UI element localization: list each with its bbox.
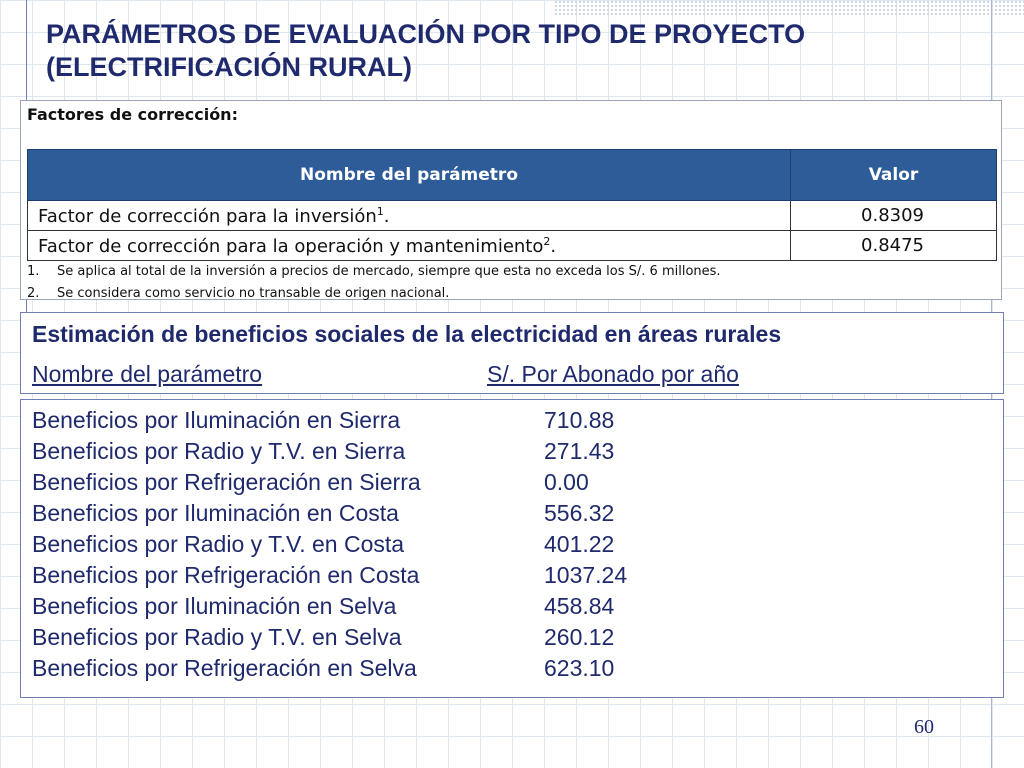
benefit-value: 458.84 bbox=[544, 593, 615, 619]
column-header-value: Valor bbox=[791, 150, 997, 201]
slide-title-line2: (ELECTRIFICACIÓN RURAL) bbox=[46, 52, 412, 82]
slide-title-line1: PARÁMETROS DE EVALUACIÓN POR TIPO DE PROYECTO bbox=[46, 19, 806, 49]
benefit-name: Beneficios por Refrigeración en Sierra bbox=[32, 469, 421, 495]
parameter-name-end: . bbox=[550, 235, 557, 257]
benefit-value: 556.32 bbox=[544, 500, 615, 526]
benefit-name: Beneficios por Refrigeración en Costa bbox=[32, 562, 420, 588]
correction-factors-panel bbox=[20, 100, 1002, 300]
table-row bbox=[28, 201, 997, 231]
estimation-column-value: S/. Por Abonado por año bbox=[487, 361, 739, 387]
footnote-number: 1. bbox=[27, 264, 40, 279]
decorative-dotted-band bbox=[554, 0, 1024, 16]
estimation-title: Estimación de beneficios sociales de la electricidad en áreas rurales bbox=[32, 321, 782, 347]
benefit-value: 401.22 bbox=[544, 531, 615, 557]
parameter-name: Factor de corrección para la inversión bbox=[38, 205, 377, 227]
parameter-name-cell bbox=[28, 201, 791, 231]
footnote bbox=[27, 261, 721, 283]
footnote-number: 2. bbox=[27, 286, 40, 301]
benefit-value: 710.88 bbox=[544, 407, 615, 433]
benefit-value: 0.00 bbox=[544, 469, 589, 495]
estimation-column-name: Nombre del parámetro bbox=[32, 361, 263, 387]
benefit-name: Beneficios por Radio y T.V. en Costa bbox=[32, 531, 405, 557]
footnote bbox=[27, 283, 721, 305]
correction-factors-table bbox=[27, 149, 997, 261]
benefit-name: Beneficios por Radio y T.V. en Selva bbox=[32, 624, 402, 650]
parameter-name-end: . bbox=[383, 205, 390, 227]
benefit-name: Beneficios por Iluminación en Selva bbox=[32, 593, 397, 619]
footnote-ref: 1 bbox=[376, 204, 384, 218]
footnote-ref: 2 bbox=[543, 234, 551, 248]
benefit-name: Beneficios por Refrigeración en Selva bbox=[32, 655, 417, 681]
correction-factors-heading: Factores de corrección: bbox=[27, 105, 238, 124]
footnote-text: Se aplica al total de la inversión a precios de mercado, siempre que esta no exceda los S/. 6 millones. bbox=[57, 264, 721, 279]
footnote-text: Se considera como servicio no transable de origen nacional. bbox=[57, 286, 450, 301]
benefit-value: 623.10 bbox=[544, 655, 615, 681]
benefits-estimation-header-panel bbox=[20, 312, 1004, 394]
benefit-name: Beneficios por Radio y T.V. en Sierra bbox=[32, 438, 406, 464]
benefit-value: 260.12 bbox=[544, 624, 615, 650]
parameter-value: 0.8309 bbox=[791, 201, 997, 231]
page-number: 60 bbox=[914, 716, 934, 738]
benefit-value: 1037.24 bbox=[544, 562, 628, 588]
benefit-name: Beneficios por Iluminación en Costa bbox=[32, 500, 399, 526]
column-header-parameter: Nombre del parámetro bbox=[28, 150, 791, 201]
table-header-row bbox=[28, 150, 997, 201]
benefits-list-panel bbox=[20, 399, 1004, 698]
benefit-name: Beneficios por Iluminación en Sierra bbox=[32, 407, 401, 433]
benefit-value: 271.43 bbox=[544, 438, 615, 464]
slide-title bbox=[46, 18, 926, 84]
parameter-name: Factor de corrección para la operación y mantenimiento bbox=[38, 235, 544, 257]
parameter-value: 0.8475 bbox=[791, 231, 997, 261]
footnotes bbox=[27, 261, 721, 305]
table-row bbox=[28, 231, 997, 261]
parameter-name-cell bbox=[28, 231, 791, 261]
